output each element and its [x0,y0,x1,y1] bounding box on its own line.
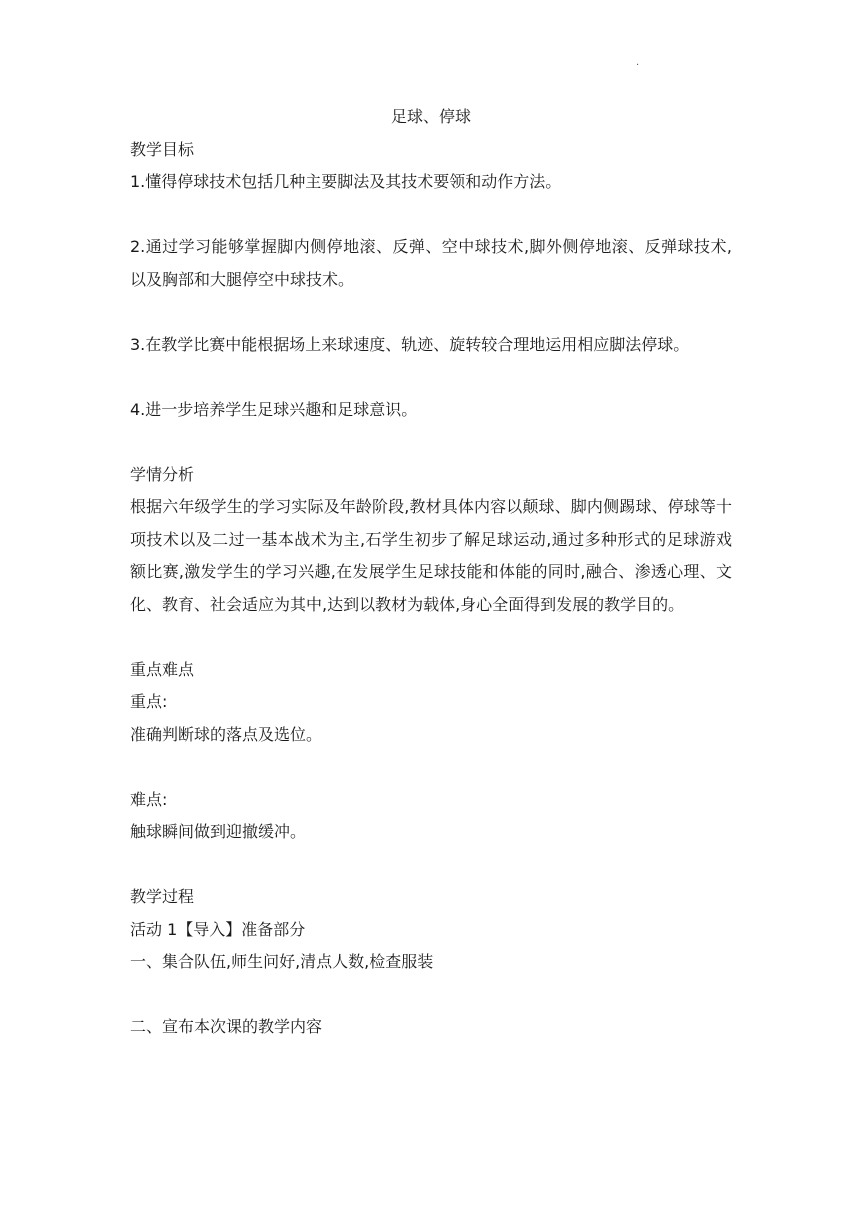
process-heading: 教学过程 [130,887,195,906]
objective-item: 2.通过学习能够掌握脚内侧停地滚、反弹、空中球技术,脚外侧停地滚、反弹球技术, 以及胸部和大腿停空中球技术。 [130,237,732,289]
activity-title: 活动 1【导入】准备部分 [130,919,306,939]
process-step: 二、宣布本次课的教学内容 [130,1017,323,1036]
objectives-heading: 教学目标 [130,139,195,159]
difficulty-text: 触球瞬间做到迎撤缓冲。 [130,822,307,841]
objective-item: 3.在教学比赛中能根据场上来球速度、轨迹、旋转较合理地运用相应脚法停球。 [130,334,690,354]
key-point-label: 重点: [130,692,168,711]
key-points-heading: 重点难点 [130,659,195,679]
header-mark: . [636,57,640,68]
objective-item: 4.进一步培养学生足球兴趣和足球意识。 [130,399,418,419]
difficulty-label: 难点: [130,789,168,809]
document-body [130,101,732,1044]
document-title: 足球、停球 [390,107,471,126]
analysis-heading: 学情分析 [130,464,195,484]
analysis-paragraph: 根据六年级学生的学习实际及年龄阶段,教材具体内容以颠球、脚内侧踢球、停球等十项技术以及二过一基本战术为主,石学生初步了解足球运动,通过多种形式的足球游戏额比赛,激发学生的学习兴趣,在发展学生足球技能和体能的同时,融合、渗透心理、文化、教育、社会适应为其中,达到以教材为载体,身心全面得到发展的教学目的。 [130,497,732,614]
key-point-text: 准确判断球的落点及选位。 [130,724,323,744]
objective-item: 1.懂得停球技术包括几种主要脚法及其技术要领和动作方法。 [130,172,562,191]
process-step: 一、集合队伍,师生问好,清点人数,检查服装 [130,952,434,971]
